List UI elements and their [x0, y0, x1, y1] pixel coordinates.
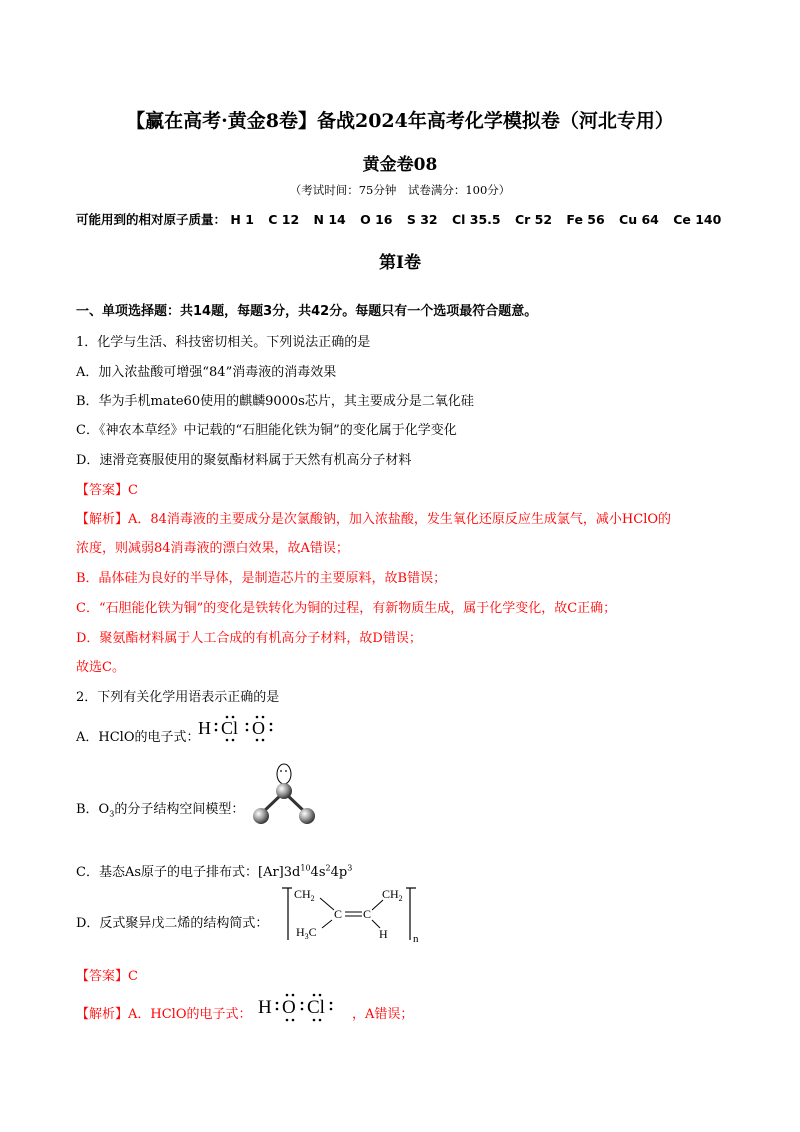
- page-title: 【赢在高考·黄金8卷】备战2024年高考化学模拟卷（河北专用）: [126, 110, 674, 132]
- oxygen-atom: [276, 783, 292, 799]
- electron-dot: [276, 1002, 279, 1005]
- oxygen-atom: [299, 808, 315, 824]
- oxygen-atom: [253, 808, 269, 824]
- electron-dot: [215, 723, 218, 726]
- electron-dot: [256, 739, 259, 742]
- atom-cl: Cl: [221, 718, 239, 738]
- electron-dot: [319, 1019, 322, 1022]
- q1-option-c: C．《神农本草经》中记载的“石胆能化铁为铜”的变化属于化学变化: [76, 423, 457, 438]
- electron-dot: [330, 1008, 333, 1011]
- ch2-right: $CH_2$: [382, 887, 403, 903]
- exam-info: （考试时间：75分钟 试卷满分：100分）: [289, 183, 511, 197]
- q1-analysis-line: 浓度，则减弱84消毒液的漂白效果，故A错误；: [76, 541, 349, 556]
- electron-dot: [246, 723, 249, 726]
- atom-mass: Cr 52: [514, 212, 553, 227]
- superscript: 3: [347, 863, 353, 873]
- electron-dot: [313, 1019, 316, 1022]
- atom-mass: N 14: [313, 212, 346, 227]
- atomic-masses: [76, 210, 721, 228]
- atom-mass: S 32: [406, 212, 438, 227]
- electron-dot: [292, 1019, 295, 1022]
- atomic-masses-label: 可能用到的相对原子质量：: [76, 212, 227, 227]
- electron-dot: [285, 770, 287, 772]
- bond: [372, 900, 383, 910]
- superscript: 2: [325, 863, 331, 873]
- volume-heading: 第Ⅰ卷: [379, 253, 421, 273]
- paper-subtitle: 黄金卷08: [362, 155, 438, 175]
- electron-dot: [280, 770, 282, 772]
- atom-h: H: [258, 997, 272, 1018]
- electron-dot: [226, 716, 229, 719]
- superscript: 10: [300, 863, 311, 873]
- option-b-prefix: B．O: [76, 802, 110, 817]
- option-b-suffix: 的分子结构空间模型：: [114, 802, 245, 817]
- q2-stem: 2．下列有关化学用语表示正确的是: [76, 690, 280, 705]
- bond: [322, 920, 332, 928]
- config-text: C．基态As原子的电子排布式：[Ar]3d: [76, 865, 301, 880]
- hclo-electron-formula-wrong: [196, 710, 286, 746]
- q1-conclusion: 故选C。: [76, 660, 125, 675]
- electron-dot: [301, 1002, 304, 1005]
- electron-formula-svg: [196, 710, 286, 746]
- q1-option-d: D．速滑竞赛服使用的聚氨酯材料属于天然有机高分子材料: [76, 453, 412, 468]
- hclo-electron-formula-correct: [256, 988, 350, 1026]
- electron-dot: [226, 739, 229, 742]
- q2-option-b: [76, 798, 244, 819]
- q2-analysis-suffix: ，A错误；: [352, 1007, 414, 1022]
- polymer-structure-svg: [282, 882, 432, 944]
- q2-option-d: D．反式聚异戊二烯的结构简式：: [76, 916, 269, 931]
- q1-stem: 1．化学与生活、科技密切相关。下列说法正确的是: [76, 335, 371, 350]
- q2-option-c: [76, 861, 352, 880]
- carbon-1: C: [334, 907, 343, 921]
- trans-polyisoprene-structure: [282, 882, 432, 944]
- atom-o: O: [252, 718, 265, 738]
- q1-analysis-line: D．聚氨酯材料属于人工合成的有机高分子材料，故D错误；: [76, 631, 422, 646]
- subscript: 3: [109, 809, 115, 819]
- section-heading: 一、单项选择题：共14题，每题3分，共42分。每题只有一个选项最符合题意。: [76, 304, 538, 319]
- electron-dot: [246, 729, 249, 732]
- electron-dot: [270, 723, 273, 726]
- atom-mass: H 1: [230, 212, 254, 227]
- atom-o: O: [282, 997, 296, 1018]
- atom-mass: C 12: [268, 212, 300, 227]
- atom-mass: Cu 64: [619, 212, 659, 227]
- config-text: 4p: [330, 865, 348, 880]
- electron-dot: [256, 716, 259, 719]
- atom-mass: Cl 35.5: [451, 212, 501, 227]
- electron-formula-svg: [256, 988, 350, 1026]
- q1-analysis-line: B．晶体硅为良好的半导体，是制造芯片的主要原料，故B错误；: [76, 571, 447, 586]
- electron-dot: [262, 739, 265, 742]
- electron-dot: [262, 716, 265, 719]
- electron-dot: [330, 1002, 333, 1005]
- config-text: 4s: [310, 865, 326, 880]
- q2-analysis-line: 【解析】A．HClO的电子式：: [76, 1007, 252, 1022]
- electron-dot: [232, 739, 235, 742]
- bond: [320, 898, 334, 910]
- q1-option-b: B．华为手机mate60使用的麒麟9000s芯片，其主要成分是二氧化硅: [76, 394, 474, 409]
- atom-cl: Cl: [307, 997, 325, 1018]
- q1-analysis-line: 【解析】A．84消毒液的主要成分是次氯酸钠，加入浓盐酸，发生氧化还原反应生成氯气，减小HClO的: [76, 512, 672, 527]
- electron-dot: [270, 729, 273, 732]
- q1-analysis-line: C．“石胆能化铁为铜”的变化是铁转化为铜的过程，有新物质生成，属于化学变化，故C正确；: [76, 601, 617, 616]
- o3-model-svg: [248, 760, 320, 830]
- atom-mass: Fe 56: [566, 212, 605, 227]
- electron-dot: [301, 1008, 304, 1011]
- hydrogen: H: [379, 927, 388, 941]
- q2-answer: 【答案】C: [76, 969, 138, 984]
- q2-option-a: A．HClO的电子式：: [76, 730, 200, 745]
- ch2-left: $CH_2$: [294, 887, 315, 903]
- carbon-2: C: [363, 907, 372, 921]
- repeat-n: n: [413, 933, 419, 944]
- electron-dot: [276, 1008, 279, 1011]
- electron-dot: [215, 729, 218, 732]
- methyl-group: $H_3C$: [296, 925, 317, 941]
- atom-mass: O 16: [360, 212, 393, 227]
- electron-dot: [313, 994, 316, 997]
- electron-dot: [319, 994, 322, 997]
- electron-dot: [292, 994, 295, 997]
- atom-h: H: [198, 718, 211, 738]
- electron-dot: [286, 1019, 289, 1022]
- lone-pair-lobe: [277, 764, 291, 784]
- electron-dot: [286, 994, 289, 997]
- o3-ball-model: [248, 760, 320, 830]
- atom-mass: Ce 140: [673, 212, 722, 227]
- q1-answer: 【答案】C: [76, 483, 138, 498]
- q1-option-a: A．加入浓盐酸可增强“84”消毒液的消毒效果: [76, 365, 337, 380]
- electron-dot: [232, 716, 235, 719]
